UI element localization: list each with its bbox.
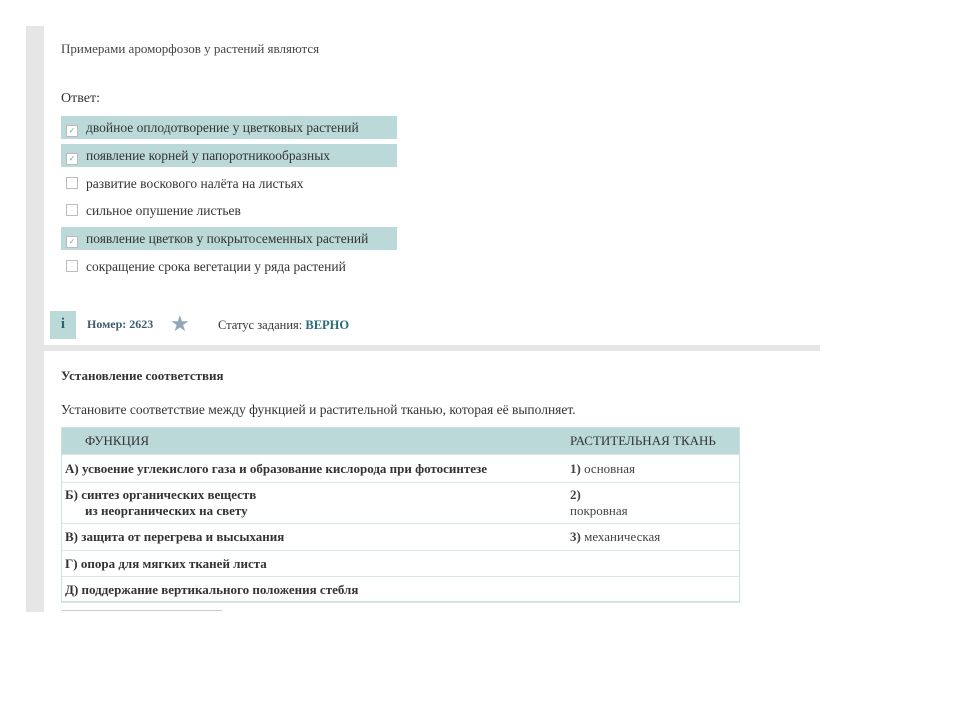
left-gutter — [26, 26, 44, 612]
answer-label: Ответ: — [61, 91, 100, 106]
tissue-cell — [566, 524, 740, 551]
answer-option[interactable] — [61, 199, 241, 222]
checkbox-icon[interactable] — [66, 177, 78, 189]
checkbox-checked-icon[interactable]: ✓ — [66, 236, 78, 248]
matching-table — [61, 427, 740, 603]
option-label: двойное оплодотворение у цветковых растений — [86, 120, 359, 135]
checkbox-icon[interactable] — [66, 260, 78, 272]
option-label: развитие воскового налёта на листьях — [86, 176, 304, 191]
option-label: появление цветков у покрытосеменных растений — [86, 231, 369, 246]
function-text-line2: из неорганических на свету — [85, 503, 248, 518]
tissue-number: 2) — [570, 487, 581, 502]
status-value: ВЕРНО — [305, 318, 350, 332]
function-text: усвоение углекислого газа и образование кислорода при фотосинтезе — [81, 460, 488, 476]
header-tissue: РАСТИТЕЛЬНАЯ ТКАНЬ — [566, 427, 740, 455]
function-letter: В) — [65, 529, 78, 544]
info-icon[interactable]: i — [50, 311, 76, 339]
star-icon[interactable]: ★ — [170, 311, 190, 336]
divider — [62, 610, 222, 611]
function-text: синтез органических веществ — [81, 487, 257, 502]
function-cell — [61, 524, 566, 551]
task-number: Номер: 2623 — [87, 317, 154, 331]
section-separator — [44, 345, 820, 351]
table-row — [61, 551, 740, 577]
tissue-cell — [566, 455, 740, 483]
function-text: поддержание вертикального положения стебля — [81, 581, 359, 597]
answer-option[interactable] — [61, 144, 397, 167]
answer-option[interactable] — [61, 227, 397, 250]
tissue-cell-empty — [566, 577, 740, 603]
function-cell — [61, 577, 566, 603]
answer-option[interactable] — [61, 116, 397, 139]
checkbox-checked-icon[interactable]: ✓ — [66, 125, 78, 137]
tissue-number: 1) — [570, 460, 581, 476]
table-row — [61, 483, 740, 524]
function-letter: Б) — [65, 487, 78, 502]
function-text: опора для мягких тканей листа — [80, 555, 267, 571]
tissue-text: основная — [584, 460, 635, 476]
function-letter: Г) — [65, 555, 78, 571]
option-label: появление корней у папоротникообразных — [86, 148, 331, 163]
task-status — [218, 318, 349, 333]
tissue-number: 3) — [570, 529, 581, 544]
tissue-cell — [566, 483, 740, 524]
answer-option[interactable] — [61, 255, 346, 278]
question-title: Примерами ароморфозов у растений являются — [61, 41, 320, 56]
question2-instruction: Установите соответствие между функцией и растительной тканью, которая её выполняет. — [61, 402, 576, 417]
tissue-text: покровная — [570, 503, 628, 518]
answer-option[interactable] — [61, 172, 304, 195]
function-cell — [61, 455, 566, 483]
function-text: защита от перегрева и высыхания — [81, 529, 285, 544]
checkbox-checked-icon[interactable]: ✓ — [66, 153, 78, 165]
function-cell — [61, 483, 566, 524]
function-letter: Д) — [65, 581, 79, 597]
status-prefix: Статус задания: — [218, 318, 303, 332]
table-header-row — [61, 427, 740, 455]
tissue-cell-empty — [566, 551, 740, 577]
table-row — [61, 577, 740, 603]
question2-title: Установление соответствия — [61, 368, 224, 383]
option-label: сокращение срока вегетации у ряда растений — [86, 259, 346, 274]
function-cell — [61, 551, 566, 577]
task-status-bar — [50, 311, 818, 339]
table-row — [61, 524, 740, 551]
header-function: ФУНКЦИЯ — [61, 427, 566, 455]
checkbox-icon[interactable] — [66, 204, 78, 216]
tissue-text: механическая — [584, 529, 661, 544]
option-label: сильное опушение листьев — [86, 203, 241, 218]
function-letter: А) — [65, 460, 79, 476]
table-row — [61, 455, 740, 483]
